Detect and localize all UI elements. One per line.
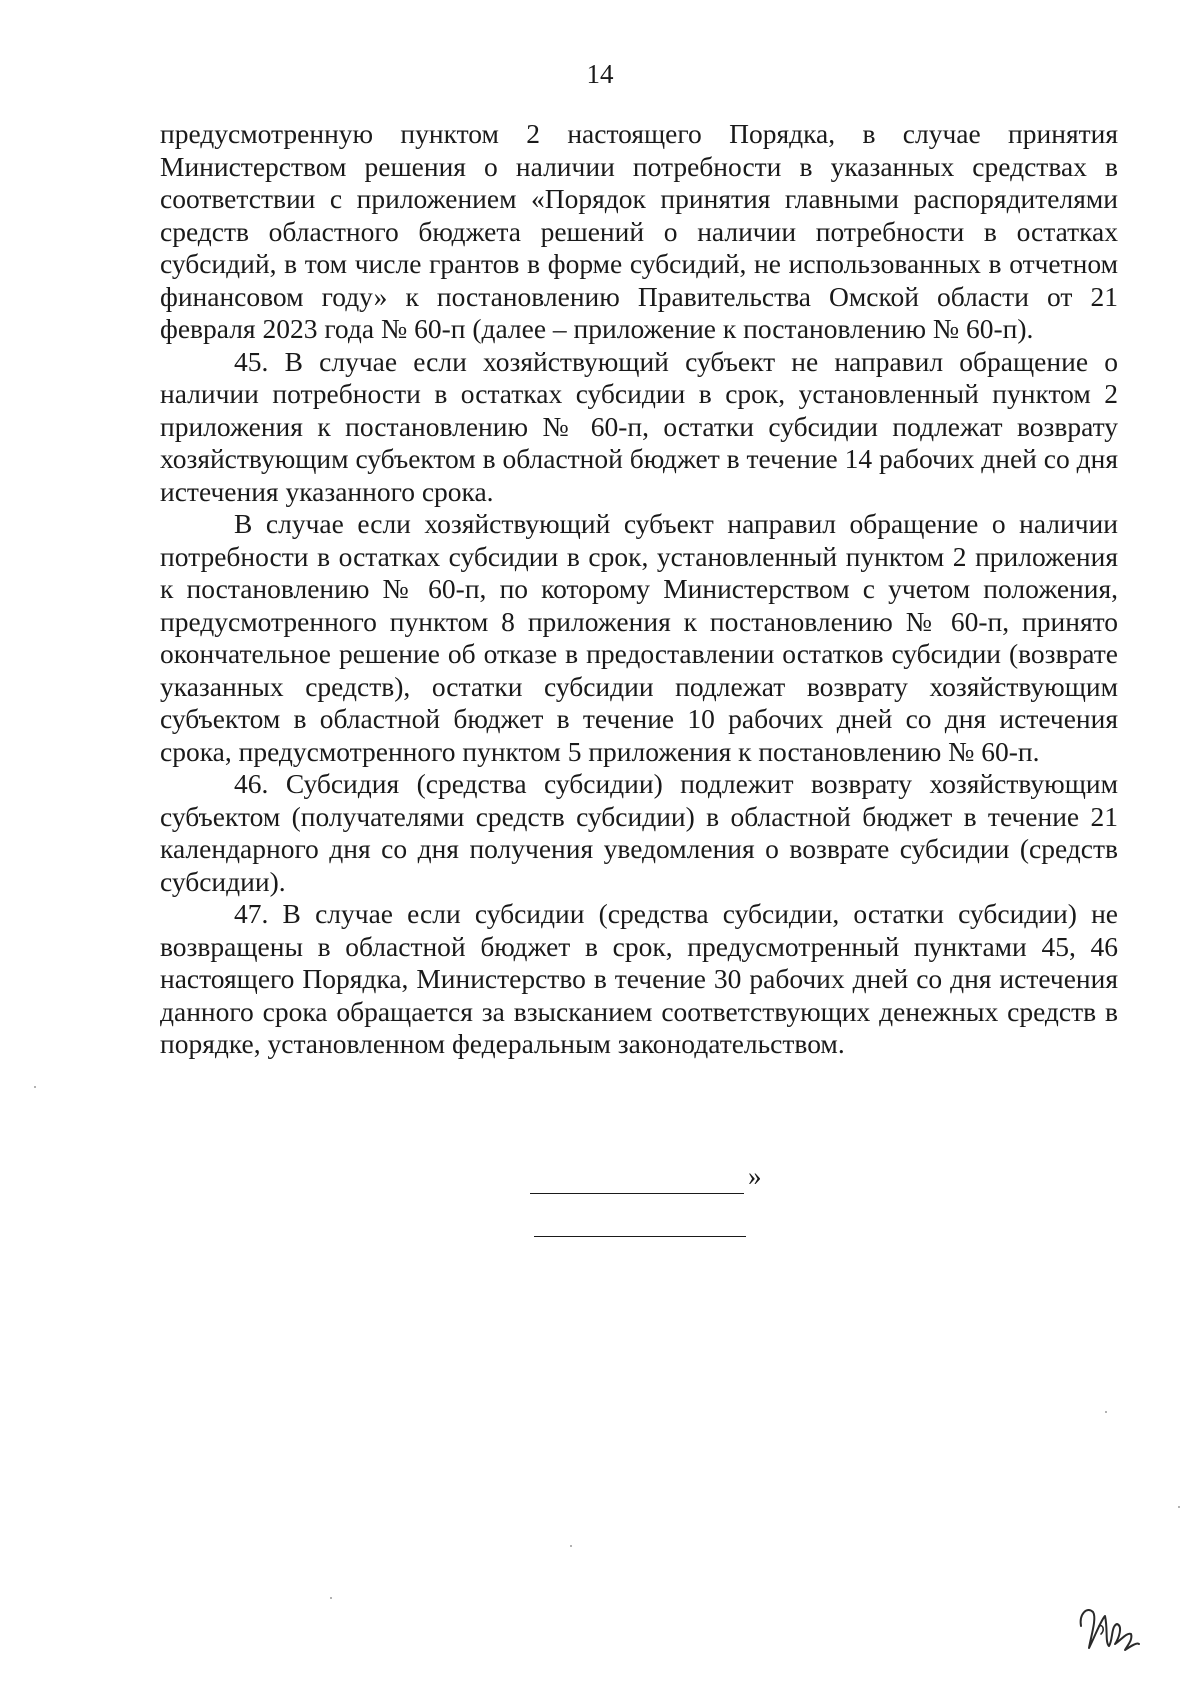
scan-speck [34,1086,36,1088]
closing-quote: » [748,1161,762,1191]
closing-rule [530,1193,744,1194]
paragraph-continuation: предусмотренную пунктом 2 настоящего Порядка, в случае принятия Министерством решения о наличии потребности в указанных средствах в соответствии с приложением «Порядок принятия главными распорядителями средств областного бюджета решений о наличии потребности в остатках субсидий, в том числе грантов в форме субсидий, не использованных в отчетном финансовом году» к постановлению Правительства Омской области от 21 февраля 2023 года № 60-п (далее – приложение к постановлению № 60-п). [160,118,1118,344]
end-rule [534,1236,746,1237]
signature-icon [1075,1596,1143,1656]
scan-speck [330,1597,332,1599]
scan-speck [1178,1506,1180,1508]
paragraph-45-part-2: В случае если хозяйствующий субъект направил обращение о наличии потребности в остатках субсидии в срок, установленный пунктом 2 приложения к постановлению № 60-п, по которому Министерством с учетом положения, предусмотренного пунктом 8 приложения к постановлению № 60-п, принято окончательное решение об отказе в предоставлении остатков субсидии (возврате указанных средств), остатки субсидии подлежат возврату хозяйствующим субъектом в областной бюджет в течение 10 рабочих дней со дня истечения срока, предусмотренного пунктом 5 приложения к постановлению № 60-п. [160,508,1118,767]
paragraph-45: 45. В случае если хозяйствующий субъект не направил обращение о наличии потребности в остатках субсидии в срок, установленный пунктом 2 приложения к постановлению № 60-п, остатки субсидии подлежат возврату хозяйствующим субъектом в областной бюджет в течение 14 рабочих дней со дня истечения указанного срока. [160,345,1118,507]
scan-speck [1105,1411,1107,1413]
document-body [160,118,1118,1061]
page-number: 14 [586,59,614,89]
paragraph-47: 47. В случае если субсидии (средства субсидии, остатки субсидии) не возвращены в областной бюджет в срок, предусмотренный пунктами 45, 46 настоящего Порядка, Министерство в течение 30 рабочих дней со дня истечения данного срока обращается за взысканием соответствующих денежных средств в порядке, установленном федеральным законодательством. [160,898,1118,1059]
closing-line [530,1161,762,1198]
scan-speck [570,1545,572,1547]
paragraph-46: 46. Субсидия (средства субсидии) подлежит возврату хозяйствующим субъектом (получателями средств субсидии) в областной бюджет в течение 21 календарного дня со дня получения уведомления о возврате субсидии (средств субсидии). [160,768,1118,897]
